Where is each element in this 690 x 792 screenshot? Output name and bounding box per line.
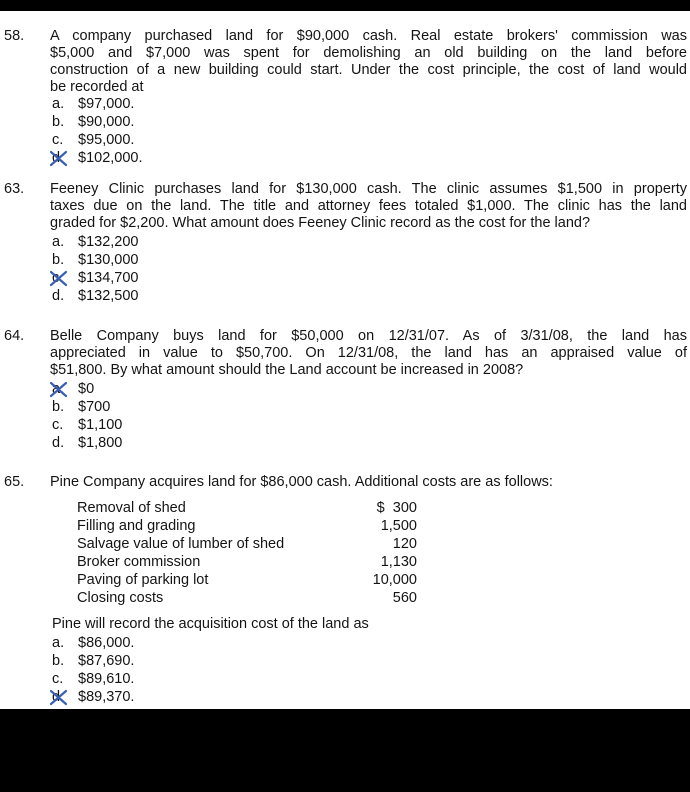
option-c xyxy=(52,132,134,149)
option-text: $1,100 xyxy=(78,417,123,433)
option-letter: a. xyxy=(52,96,65,112)
top-black-bar xyxy=(0,0,690,11)
table-row xyxy=(77,554,417,572)
answer-check-mark xyxy=(48,150,74,167)
question-line: taxes due on the land. The title and attorney fees totaled $1,000. The clinic has the land xyxy=(50,198,687,214)
option-letter: c. xyxy=(52,671,64,687)
cost-label: Closing costs xyxy=(77,590,164,606)
option-text: $87,690. xyxy=(78,653,135,669)
option-letter: d. xyxy=(52,288,65,304)
option-letter: b. xyxy=(52,114,65,130)
cost-label: Broker commission xyxy=(77,554,201,570)
option-letter: d. xyxy=(52,689,65,705)
question-number: 64. xyxy=(4,328,25,344)
cost-value: $ 300 xyxy=(376,500,417,516)
worksheet-page xyxy=(0,11,690,709)
question-followup xyxy=(52,616,689,633)
question-line: A company purchased land for $90,000 cash. Real estate brokers' commission was xyxy=(50,28,687,44)
option-text: $97,000. xyxy=(78,96,135,112)
option-text: $90,000. xyxy=(78,114,135,130)
question-line: Feeney Clinic purchases land for $130,000 cash. The clinic assumes $1,500 in property xyxy=(50,181,687,197)
option-letter: a. xyxy=(52,381,65,397)
option-text: $95,000. xyxy=(78,132,135,148)
question-text xyxy=(50,181,687,232)
question-text xyxy=(50,328,687,379)
option-letter: b. xyxy=(52,653,65,669)
option-text: $89,610. xyxy=(78,671,135,687)
option-letter: d. xyxy=(52,150,65,166)
option-text: $102,000. xyxy=(78,150,143,166)
question-number: 58. xyxy=(4,28,25,44)
question-line: $51,800. By what amount should the Land account be increased in 2008? xyxy=(50,362,524,378)
question-line: Belle Company buys land for $50,000 on 12/31/07. As of 3/31/08, the land has xyxy=(50,328,687,344)
option-d xyxy=(52,435,122,452)
option-letter: a. xyxy=(52,635,65,651)
table-row xyxy=(77,518,417,536)
option-letter: c. xyxy=(52,270,64,286)
option-c xyxy=(52,417,122,434)
option-letter: b. xyxy=(52,399,65,415)
question-number: 63. xyxy=(4,181,25,197)
option-text: $1,800 xyxy=(78,435,123,451)
question-line: graded for $2,200. What amount does Feeney Clinic record as the cost for the land? xyxy=(50,215,591,231)
option-a xyxy=(52,96,134,113)
cost-value: 560 xyxy=(392,590,417,606)
cost-value: 10,000 xyxy=(372,572,417,588)
table-row xyxy=(77,590,417,608)
handwritten-x-icon xyxy=(48,270,74,287)
handwritten-x-icon xyxy=(48,689,74,706)
option-letter: a. xyxy=(52,234,65,250)
option-letter: c. xyxy=(52,132,64,148)
option-text: $130,000 xyxy=(78,252,139,268)
additional-costs-table xyxy=(77,500,417,608)
question-text xyxy=(50,474,687,491)
question-line: appreciated in value to $50,700. On 12/31/08, the land has an appraised value of xyxy=(50,345,687,361)
answer-check-mark xyxy=(48,270,74,287)
cost-label: Paving of parking lot xyxy=(77,572,209,588)
question-text xyxy=(50,28,687,96)
question-line: be recorded at xyxy=(50,79,144,95)
table-row xyxy=(77,572,417,590)
option-text: $700 xyxy=(78,399,111,415)
option-text: $0 xyxy=(78,381,95,397)
question-number: 65. xyxy=(4,474,25,490)
question-line: $5,000 and $7,000 was spent for demolishing an old building on the land before xyxy=(50,45,687,61)
option-b xyxy=(52,252,138,269)
cost-value: 1,500 xyxy=(380,518,417,534)
option-letter: b. xyxy=(52,252,65,268)
cost-label: Salvage value of lumber of shed xyxy=(77,536,285,552)
cost-value: 120 xyxy=(392,536,417,552)
question-line: construction of a new building could start. Under the cost principle, the cost of land would xyxy=(50,62,687,78)
cost-label: Removal of shed xyxy=(77,500,186,516)
option-text: $134,700 xyxy=(78,270,139,286)
table-row xyxy=(77,500,417,518)
answer-check-mark xyxy=(48,381,74,398)
handwritten-x-icon xyxy=(48,150,74,167)
option-text: $132,500 xyxy=(78,288,139,304)
question-line: Pine Company acquires land for $86,000 cash. Additional costs are as follows: xyxy=(50,474,553,490)
cost-label: Filling and grading xyxy=(77,518,196,534)
option-a xyxy=(52,234,138,251)
option-c xyxy=(52,671,134,688)
bottom-black-bar xyxy=(0,709,690,792)
option-a xyxy=(52,635,134,652)
handwritten-x-icon xyxy=(48,381,74,398)
option-text: $132,200 xyxy=(78,234,139,250)
option-letter: d. xyxy=(52,435,65,451)
option-b xyxy=(52,653,134,670)
option-b xyxy=(52,399,110,416)
option-text: $86,000. xyxy=(78,635,135,651)
question-line: Pine will record the acquisition cost of the land as xyxy=(52,616,369,632)
answer-check-mark xyxy=(48,689,74,706)
option-b xyxy=(52,114,134,131)
table-row xyxy=(77,536,417,554)
option-d xyxy=(52,288,138,305)
option-text: $89,370. xyxy=(78,689,135,705)
option-letter: c. xyxy=(52,417,64,433)
cost-value: 1,130 xyxy=(380,554,417,570)
